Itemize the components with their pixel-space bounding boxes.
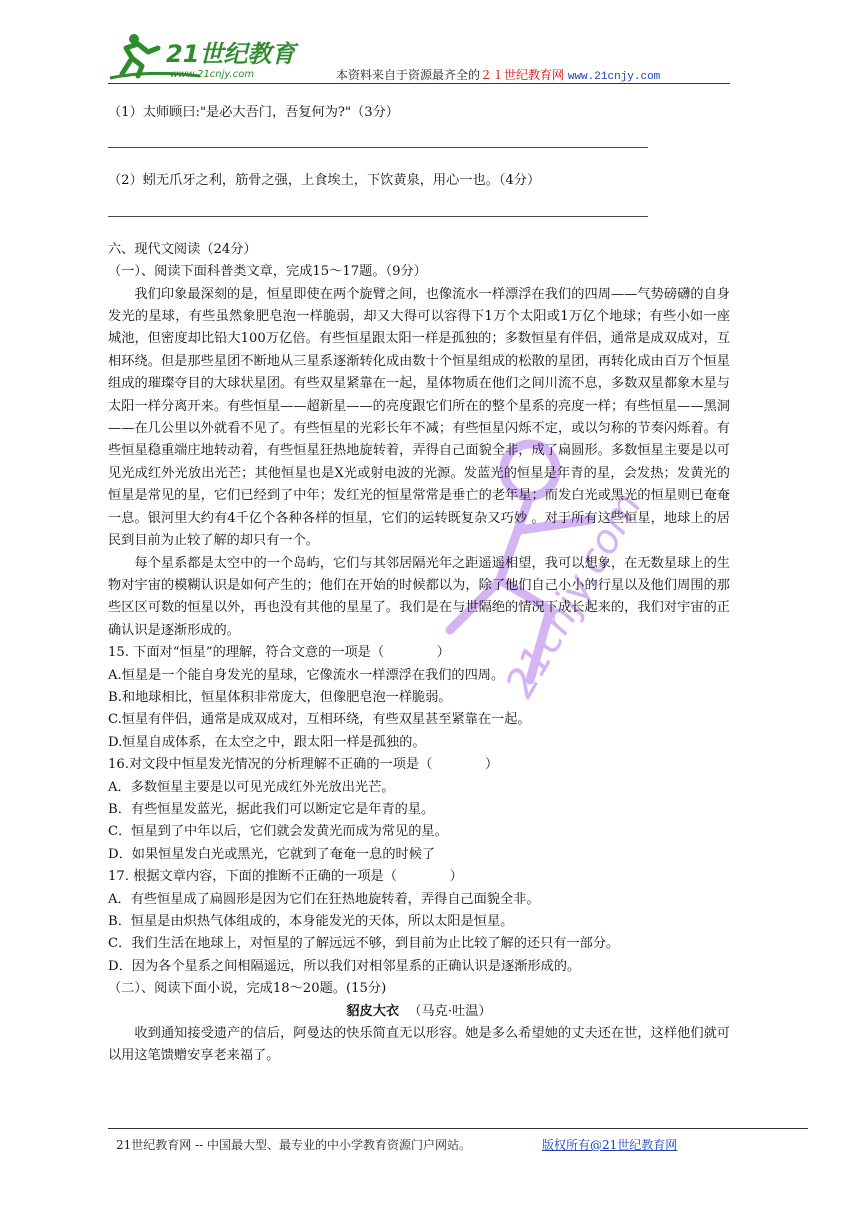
question-16-option-c: C．恒星到了中年以后，它们就会发黄光而成为常见的星。 (108, 824, 448, 840)
question-17-option-a: A．有些恒星成了扁圆形是因为它们在狂热地旋转着，弄得自己面貌全非。 (108, 891, 540, 907)
header-divider (108, 83, 730, 84)
page-footer (108, 1128, 808, 1152)
watermark-text: 21cnjy.com (497, 484, 652, 706)
logo-url: www.21cnjy.com (170, 69, 255, 80)
section-title: 六、现代文阅读（24分） (108, 241, 257, 257)
question-15-option-d: D.恒星自成体系，在太空之中，跟太阳一样是孤独的。 (108, 734, 426, 750)
logo-text: 21世纪教育 (166, 40, 296, 68)
header-note (336, 66, 660, 83)
story-title-text: 貂皮大衣 (346, 1003, 400, 1019)
copyright-link[interactable]: 版权所有@21世纪教育网 (542, 1138, 678, 1152)
header-note-prefix: 本资料来自于资源最齐全的 (336, 68, 481, 82)
translation-q2: （2）蚓无爪牙之利，筋骨之强，上食埃土，下饮黄泉，用心一也。（4分） (108, 173, 541, 189)
story-paragraph-1: 收到通知接受遗产的信后，阿曼达的快乐简直无以形容。她是多么希望她的丈夫还在世，这样他们就可以用这笔馈赠安享老来福了。 (108, 1026, 730, 1064)
question-15-stem: 15. 下面对“恒星”的理解，符合文意的一项是（ ） (108, 645, 450, 661)
question-15-option-b: B.和地球相比，恒星体积非常庞大，但像肥皂泡一样脆弱。 (108, 689, 452, 705)
story-author: （马克·吐温） (408, 1003, 492, 1019)
translation-q1: （1）太师顾曰:"是必大吾门，吾复何为?"（3分） (108, 105, 399, 120)
question-15-option-a: A.恒星是一个能自身发光的星球，它像流水一样漂浮在我们的四周。 (108, 667, 505, 683)
site-logo (108, 30, 308, 82)
part1-intro: （一）、阅读下面科普类文章，完成15～17题。（9分） (108, 264, 427, 280)
question-15-option-c: C.恒星有伴侣，通常是成双成对，互相环绕，有些双星甚至紧靠在一起。 (108, 712, 531, 728)
question-17-option-d: D．因为各个星系之间相隔遥远，所以我们对相邻星系的正确认识是逐渐形成的。 (108, 958, 581, 974)
header-note-url[interactable]: www.21cnjy.com (567, 71, 661, 83)
page-header (108, 30, 730, 86)
question-17-stem: 17. 根据文章内容，下面的推断不正确的一项是（ ） (108, 869, 463, 885)
footer-divider (108, 1128, 808, 1129)
question-17-option-c: C．我们生活在地球上，对恒星的了解远远不够，到目前为止比较了解的还只有一部分。 (108, 936, 620, 952)
question-16-stem: 16.对文段中恒星发光情况的分析理解不正确的一项是（ ） (108, 757, 499, 773)
question-16-option-a: A．多数恒星主要是以可见光成红外光放出光芒。 (108, 779, 395, 795)
part2-intro: （二）、阅读下面小说，完成18～20题。(15分) (108, 981, 387, 997)
footer-text: 21世纪教育网 -- 中国最大型、最专业的中小学教育资源门户网站。 (116, 1138, 472, 1152)
question-16-option-d: D．如果恒星发白光或黑光，它就到了奄奄一息的时候了 (108, 846, 436, 862)
answer-line (108, 146, 648, 148)
document-body (108, 102, 730, 1068)
header-note-site: ２１世纪教育网 (480, 68, 565, 82)
article-paragraph-2: 每个星系都是太空中的一个岛屿，它们与其邻居隔光年之距遥遥相望，我可以想象，在无数星球上的生物对宇宙的模糊认识是如何产生的；他们在开始的时候都以为，除了他们自己小小的行星以及他们周围的那些区区可数的恒星以外，再也没有其他的星星了。我们是在与世隔绝的情况下成长起来的，我们对宇宙的正确认识是逐渐形成的。 (108, 555, 730, 638)
question-17-option-b: B．恒星是由炽热气体组成的，本身能发光的天体，所以太阳是恒星。 (108, 914, 514, 929)
answer-line (108, 215, 648, 217)
article-paragraph-1: 我们印象最深刻的是，恒星即使在两个旋臂之间，也像流水一样漂浮在我们的四周——气势磅礴的自身发光的星球，有些虽然象肥皂泡一样脆弱，却又大得可以容得下1万个太阳或1万亿个地球；有些小如一座城池，但密度却比铅大100万亿倍。有些恒星跟太阳一样是孤独的；多数恒星有伴侣，通常是成双成对，互相环绕。但是那些星团不断地从三星系逐渐转化成由数十个恒星组成的松散的星团，再转化成由百万个恒星组成的璀璨夺目的大球状星团。有些双星紧靠在一起，星体物质在他们之间川流不息，多数双星都象木星与太阳一样分离开来。有些恒星——超新星——的亮度跟它们所在的整个星系的亮度一样；有些恒星——黑洞——在几公里以外就看不见了。有些恒星的光彩长年不减；有些恒星闪烁不定，或以匀称的节奏闪烁着。有些恒星稳重端庄地转动着，有些恒星狂热地旋转着，弄得自己面貌全非，成了扁圆形。多数恒星主要是以可见光成红外光放出光芒；其他恒星也是X光或射电波的光源。发蓝光的恒星是年青的星，会发热；发黄光的恒星是常见的星，它们已经到了中年；发红光的恒星常常是垂亡的老年星；而发白光或黑光的恒星则已奄奄一息。银河里大约有4千亿个各种各样的恒星，它们的运转既复杂又巧妙 。对于所有这些恒星，地球上的居民到目前为止较了解的却只有一个。 (108, 286, 730, 549)
question-16-option-b: B．有些恒星发蓝光，据此我们可以断定它是年青的星。 (108, 801, 435, 817)
story-title (108, 1001, 730, 1023)
